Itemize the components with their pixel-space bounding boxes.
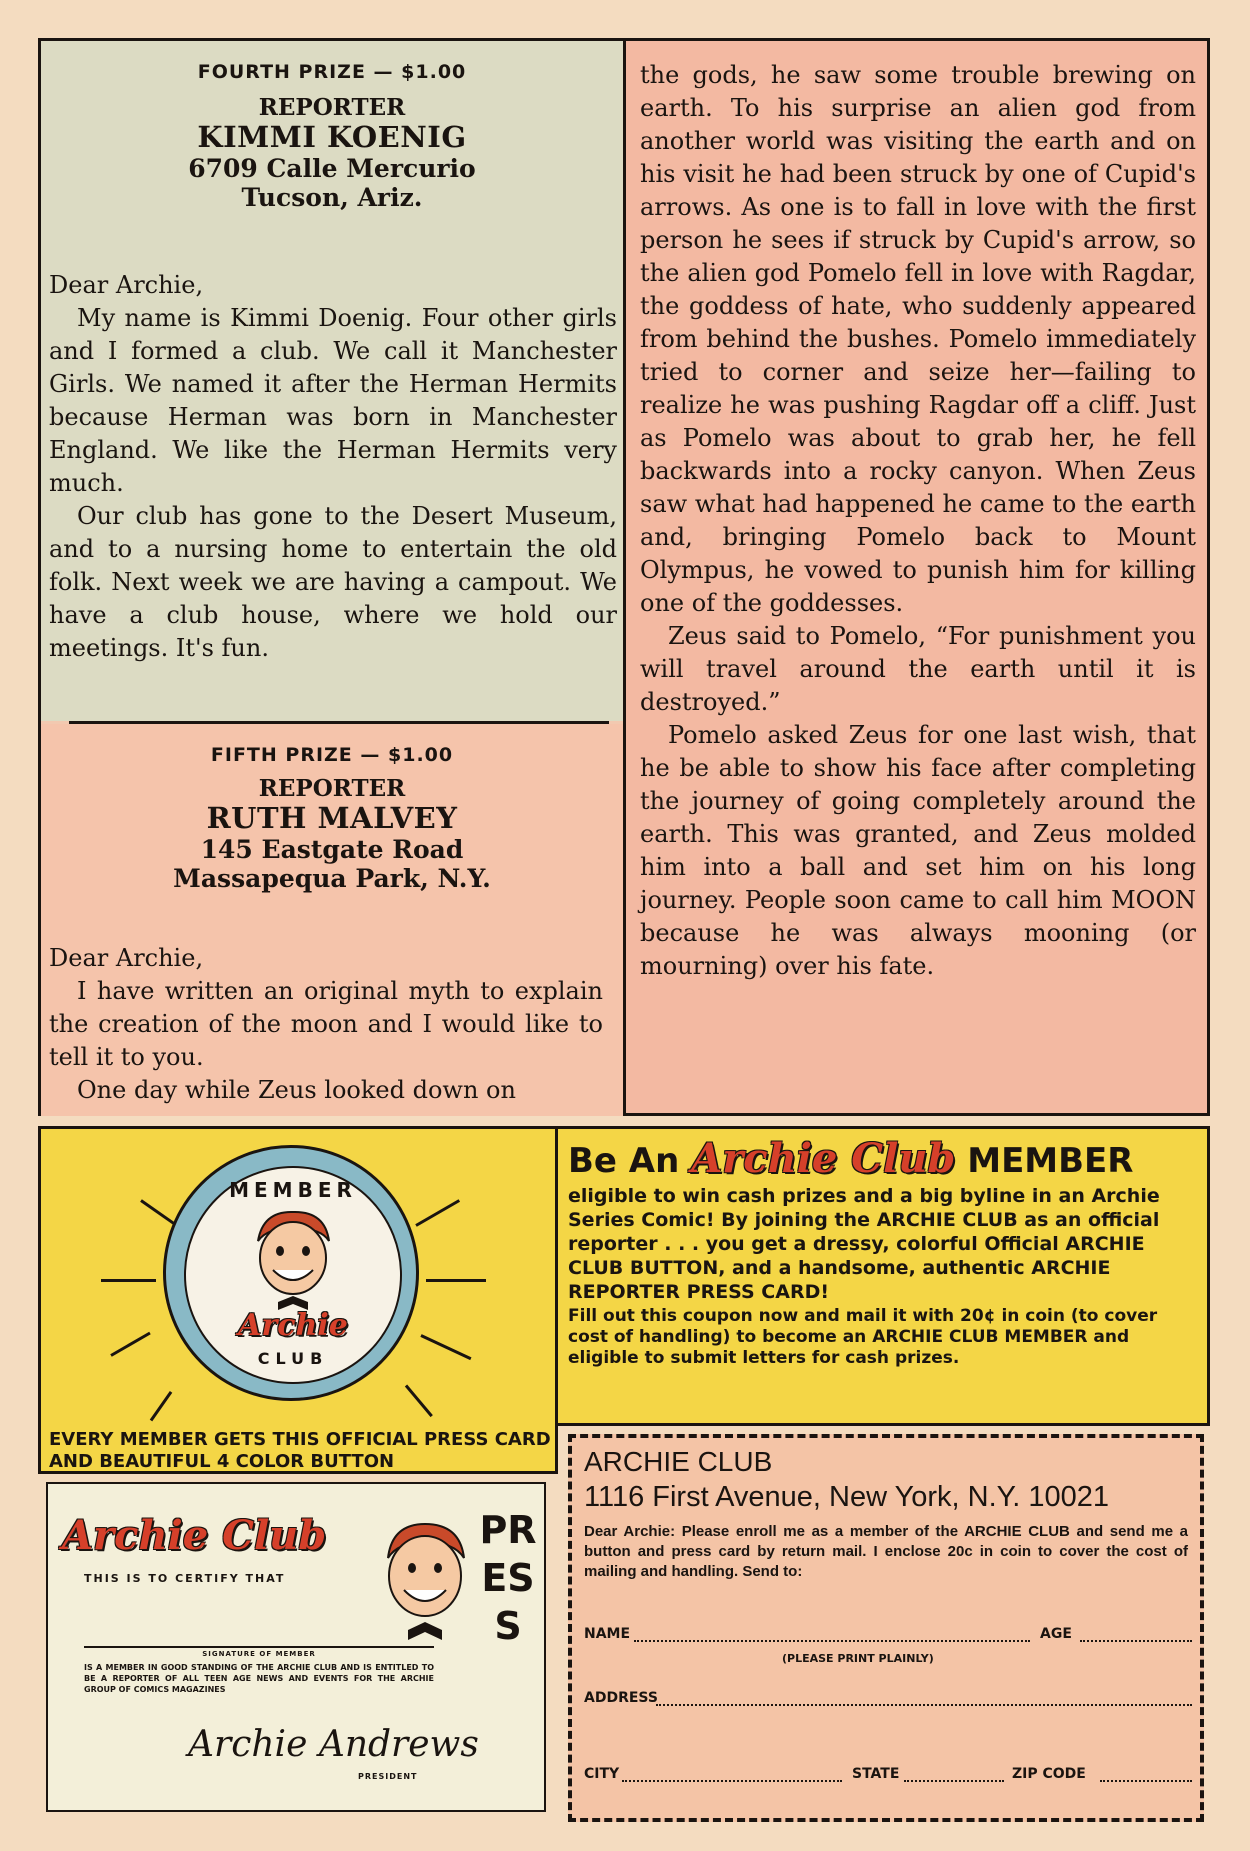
fourth-prize-heading: FOURTH PRIZE — $1.00 bbox=[197, 61, 467, 83]
fourth-prize-letter bbox=[41, 41, 623, 721]
card-certify-text: THIS IS TO CERTIFY THAT bbox=[84, 1572, 286, 1585]
ray-line bbox=[110, 1332, 150, 1357]
button-panel bbox=[38, 1126, 558, 1474]
fifth-prize-heading: FIFTH PRIZE — $1.00 bbox=[210, 744, 454, 766]
zip-field[interactable] bbox=[1100, 1780, 1192, 1782]
letter-paragraph: Zeus said to Pomelo, “For punishment you will travel around the earth until it is destroyed.” bbox=[640, 622, 1196, 716]
press-card-caption: EVERY MEMBER GETS THIS OFFICIAL PRESS CARD AND BEAUTIFUL 4 COLOR BUTTON bbox=[49, 1429, 551, 1472]
letter-paragraph: One day while Zeus looked down on bbox=[77, 1076, 516, 1104]
reporter-name: RUTH MALVEY bbox=[206, 801, 458, 836]
address-field[interactable] bbox=[656, 1704, 1192, 1706]
state-field[interactable] bbox=[904, 1780, 1004, 1782]
ray-line bbox=[415, 1199, 460, 1227]
continuation-body bbox=[640, 59, 1196, 983]
ray-line bbox=[420, 1334, 471, 1360]
ad-headline bbox=[568, 1136, 1198, 1184]
reporter-address-city: Massapequa Park, N.Y. bbox=[173, 863, 491, 893]
button-member-text: MEMBER bbox=[229, 1178, 357, 1202]
button-archie-logo: Archie bbox=[238, 1308, 348, 1343]
ray-line bbox=[150, 1391, 173, 1421]
reporter-label: REPORTER bbox=[258, 94, 406, 121]
fourth-letter-body bbox=[49, 269, 617, 665]
ad-headline-block bbox=[568, 1136, 1198, 1369]
fourth-reporter-header bbox=[41, 95, 623, 212]
card-fine-print: IS A MEMBER IN GOOD STANDING OF THE ARCHIE CLUB AND IS ENTITLED TO BE A REPORTER OF ALL TEEN AGE NEWS AND EVENTS FOR THE ARCHIE GROUP OF COMICS MAGAZINES bbox=[84, 1663, 434, 1694]
letter-paragraph: I have written an original myth to explain the creation of the moon and I would like to tell it to you. bbox=[49, 977, 603, 1071]
ray-line bbox=[101, 1279, 156, 1282]
fifth-letter-body bbox=[49, 942, 603, 1107]
archie-club-button bbox=[163, 1145, 419, 1401]
headline-post: MEMBER bbox=[967, 1141, 1134, 1181]
letter-paragraph: Pomelo asked Zeus for one last wish, that he be able to show his face after completing the journey of going completely around the earth. This was granted, and Zeus molded him into a ball and set him on his long journey. People soon came to call him MOON because he was always mooning (or mourning) over his fate. bbox=[640, 721, 1196, 980]
letter-paragraph: Our club has gone to the Desert Museum, and to a nursing home to entertain the old folk. Next week we are having a campout. We have a club house, where we hold our meetings. It's fun. bbox=[49, 502, 617, 662]
reporter-address-city: Tucson, Ariz. bbox=[241, 182, 423, 212]
age-field[interactable] bbox=[1080, 1640, 1192, 1642]
button-club-text: CLUB bbox=[257, 1349, 329, 1368]
fifth-prize-letter bbox=[41, 724, 623, 1116]
letter-paragraph: the gods, he saw some trouble brewing on earth. To his surprise an alien god from another world was visiting the earth and on his visit he had been struck by one of Cupid's arrows. As one is to fall in love with the first person he sees if struck by Cupid's arrow, so the alien god Pomelo fell in love with Ragdar, the goddess of hate, who suddenly appeared from behind the bushes. Pomelo immediately tried to corner and seize her—failing to realize he was pushing Ragdar off a cliff. Just as Pomelo was about to grab her, he fell backwards into a rocky canyon. When Zeus saw what had happened he came to the earth and, bringing Pomelo back to Mount Olympus, he vowed to punish him for killing one of the goddesses. bbox=[640, 61, 1196, 617]
archie-face-icon bbox=[233, 1206, 353, 1316]
coupon-address: 1116 First Avenue, New York, N.Y. 10021 bbox=[584, 1481, 1110, 1513]
button-face bbox=[184, 1166, 402, 1384]
ad-offer-text: eligible to win cash prizes and a big byline in an Archie Series Comic! By joining the ARCHIE CLUB as an official reporter . . . you get a dressy, colorful Official ARCHIE CLUB BUTTON, and a handsome, authentic ARCHIE REPORTER PRESS CARD! bbox=[568, 1185, 1160, 1303]
age-label: AGE bbox=[1040, 1626, 1072, 1642]
coupon-body: Dear Archie: Please enroll me as a member of the ARCHIE CLUB and send me a button and press card by return mail. I enclose 20c in coin to cover the cost of mailing and handling. Send to: bbox=[584, 1523, 1188, 1580]
print-plainly-note: (PLEASE PRINT PLAINLY) bbox=[782, 1652, 934, 1665]
letters-panel bbox=[38, 38, 1210, 1116]
card-press-vertical: PRESS bbox=[479, 1508, 537, 1648]
ray-line bbox=[426, 1279, 486, 1282]
state-label: STATE bbox=[852, 1766, 900, 1782]
reporter-label: REPORTER bbox=[258, 775, 406, 802]
headline-pre: Be An bbox=[568, 1141, 680, 1181]
reporter-address-street: 145 Eastgate Road bbox=[200, 834, 464, 864]
headline-archie-club-logo: Archie Club bbox=[691, 1135, 956, 1182]
ray-line bbox=[140, 1199, 174, 1224]
letter-salutation: Dear Archie, bbox=[49, 944, 204, 972]
reporter-name: KIMMI KOENIG bbox=[197, 120, 467, 155]
card-archie-club-logo: Archie Club bbox=[62, 1512, 327, 1559]
enrollment-coupon bbox=[568, 1434, 1204, 1822]
card-president-label: PRESIDENT bbox=[358, 1772, 418, 1781]
coupon-title: ARCHIE CLUB bbox=[584, 1446, 773, 1477]
letter-salutation: Dear Archie, bbox=[49, 271, 204, 299]
archie-face-icon bbox=[370, 1518, 480, 1643]
fifth-reporter-header bbox=[41, 776, 623, 893]
city-label: CITY bbox=[584, 1766, 620, 1782]
card-signature-label: SIGNATURE OF MEMBER bbox=[202, 1650, 316, 1658]
fifth-letter-continuation bbox=[626, 41, 1207, 1113]
reporter-address-street: 6709 Calle Mercurio bbox=[188, 153, 476, 183]
zip-label: ZIP CODE bbox=[1012, 1766, 1086, 1782]
name-label: NAME bbox=[584, 1626, 631, 1642]
press-card bbox=[46, 1482, 546, 1812]
card-signature-line bbox=[84, 1646, 434, 1648]
address-label: ADDRESS bbox=[584, 1690, 658, 1706]
letter-paragraph: My name is Kimmi Doenig. Four other girls and I formed a club. We call it Manchester Girls. We named it after the Herman Hermits because Herman was born in Manchester England. We like the Herman Hermits very much. bbox=[49, 304, 617, 497]
ad-instructions-text: Fill out this coupon now and mail it with 20¢ in coin (to cover cost of handling) to become an ARCHIE CLUB MEMBER and eligible to submit letters for cash prizes. bbox=[568, 1306, 1158, 1368]
archie-club-ad bbox=[38, 1126, 1210, 1826]
name-field[interactable] bbox=[634, 1640, 1030, 1642]
card-president-signature: Archie Andrews bbox=[188, 1724, 479, 1765]
city-field[interactable] bbox=[622, 1780, 842, 1782]
ray-line bbox=[405, 1385, 433, 1418]
